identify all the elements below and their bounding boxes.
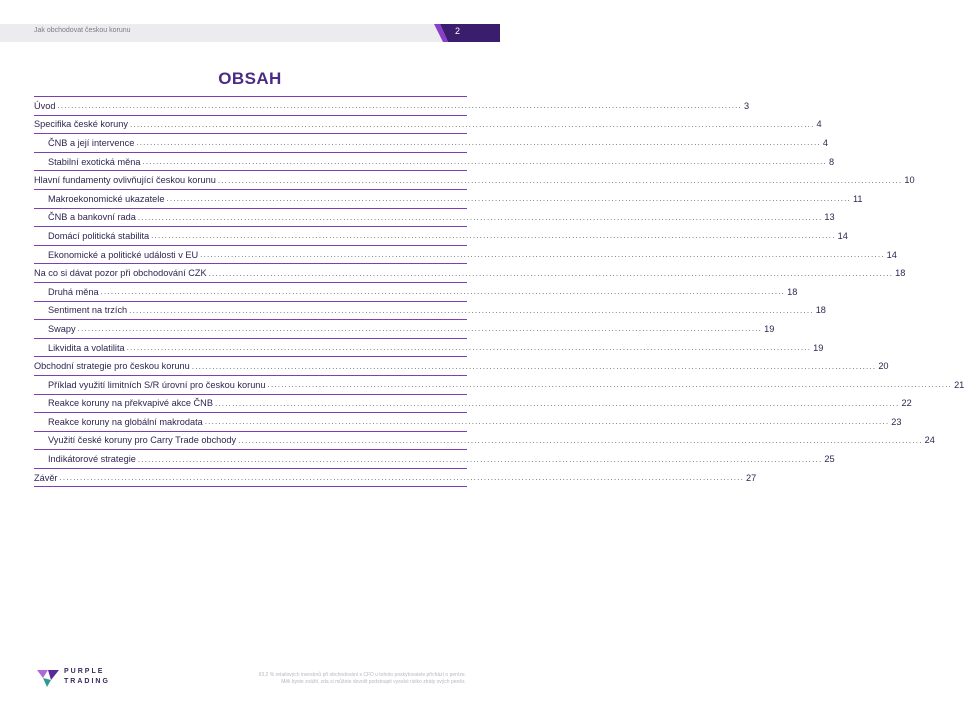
toc-entry[interactable] <box>34 376 964 395</box>
toc-entry-label: Reakce koruny na globální makrodata <box>48 416 203 427</box>
toc-leader-dots: ........................................................................................................................................................................................................ <box>136 138 821 148</box>
toc-leader-dots: ........................................................................................................................................................................................................ <box>214 398 900 408</box>
toc-entry[interactable] <box>34 283 798 302</box>
toc-entry[interactable] <box>34 97 750 116</box>
toc-entry-label: Na co si dávat pozor při obchodování CZK <box>34 268 207 279</box>
logo-text-purple: PURPLE <box>64 668 105 675</box>
toc-leader-dots: ........................................................................................................................................................................................................ <box>191 361 877 371</box>
toc-entry[interactable] <box>34 116 822 135</box>
toc-entry-label: Obchodní strategie pro českou korunu <box>34 361 190 372</box>
toc-entry-page: 4 <box>822 137 828 148</box>
toc-entry-label: ČNB a její intervence <box>48 137 135 148</box>
toc-entry-label: Reakce koruny na překvapivé akce ČNB <box>48 398 213 409</box>
toc-leader-dots: ........................................................................................................................................................................................................ <box>100 287 786 297</box>
toc-entry[interactable] <box>34 320 775 339</box>
toc-entry-page: 21 <box>954 379 964 390</box>
toc-leader-dots: ........................................................................................................................................................................................................ <box>204 417 890 427</box>
toc-entry-page: 19 <box>813 342 824 353</box>
toc-leader-dots: ........................................................................................................................................................................................................ <box>59 473 745 483</box>
toc-leader-dots: ........................................................................................................................................................................................................ <box>200 250 885 260</box>
toc-entry[interactable] <box>34 469 757 488</box>
toc-entry[interactable] <box>34 134 828 153</box>
toc-entry[interactable] <box>34 302 826 321</box>
toc-leader-dots: ........................................................................................................................................................................................................ <box>129 305 814 315</box>
toc-leader-dots: ........................................................................................................................................................................................................ <box>217 175 903 185</box>
toc-entry[interactable] <box>34 395 912 414</box>
toc-entry-page: 25 <box>824 454 835 465</box>
toc-entry-page: 27 <box>746 472 757 483</box>
toc-leader-dots: ........................................................................................................................................................................................................ <box>129 119 815 129</box>
toc-entry[interactable] <box>34 413 902 432</box>
toc-entry-label: Závěr <box>34 472 58 483</box>
toc-entry[interactable] <box>34 339 824 358</box>
toc-entry-page: 20 <box>878 361 889 372</box>
page-header <box>0 24 500 42</box>
toc-heading: OBSAH <box>218 69 282 88</box>
toc-leader-dots: ........................................................................................................................................................................................................ <box>238 435 923 445</box>
toc-entry-label: Swapy <box>48 323 76 334</box>
toc-entry[interactable] <box>34 209 835 228</box>
toc-entry-label: Stabilní exotická měna <box>48 156 141 167</box>
toc-entry-page: 19 <box>764 323 775 334</box>
toc-entry-page: 18 <box>815 305 826 316</box>
toc-leader-dots: ........................................................................................................................................................................................................ <box>151 231 836 241</box>
toc-entry[interactable] <box>34 450 835 469</box>
toc-entry[interactable] <box>34 432 935 451</box>
toc-leader-dots: ........................................................................................................................................................................................................ <box>77 324 763 334</box>
document-title: Jak obchodovat českou korunu <box>34 27 131 34</box>
toc-entry-label: Specifika české koruny <box>34 119 128 130</box>
toc-entry-label: Využití české koruny pro Carry Trade obchody <box>48 435 237 446</box>
page-number: 2 <box>454 26 460 36</box>
table-of-contents <box>34 96 964 487</box>
toc-entry-label: Makroekonomické ukazatele <box>48 193 165 204</box>
toc-entry[interactable] <box>34 246 897 265</box>
toc-entry-page: 18 <box>787 286 798 297</box>
page-number-tab <box>434 24 500 42</box>
toc-entry-page: 24 <box>924 435 935 446</box>
toc-entry[interactable] <box>34 153 835 172</box>
toc-leader-dots: ........................................................................................................................................................................................................ <box>208 268 894 278</box>
purple-trading-logo-icon <box>37 668 59 688</box>
toc-leader-dots: ........................................................................................................................................................................................................ <box>267 380 953 390</box>
toc-leader-dots: ........................................................................................................................................................................................................ <box>166 194 851 204</box>
toc-leader-dots: ........................................................................................................................................................................................................ <box>142 157 827 167</box>
toc-entry-page: 14 <box>886 249 897 260</box>
toc-entry-label: Indikátorové strategie <box>48 454 136 465</box>
toc-entry-label: Ekonomické a politické události v EU <box>48 249 199 260</box>
toc-leader-dots: ........................................................................................................................................................................................................ <box>57 101 742 111</box>
toc-leader-dots: ........................................................................................................................................................................................................ <box>137 454 823 464</box>
toc-entry[interactable] <box>34 171 915 190</box>
toc-entry-label: Likvidita a volatilita <box>48 342 125 353</box>
toc-entry[interactable] <box>34 264 906 283</box>
toc-entry-page: 10 <box>904 175 915 186</box>
toc-entry-label: Hlavní fundamenty ovlivňující českou korunu <box>34 175 216 186</box>
toc-entry[interactable] <box>34 227 848 246</box>
toc-entry-label: Domácí politická stabilita <box>48 230 150 241</box>
toc-entry-label: Sentiment na trzích <box>48 305 128 316</box>
toc-leader-dots: ........................................................................................................................................................................................................ <box>137 212 823 222</box>
toc-leader-dots: ........................................................................................................................................................................................................ <box>126 343 812 353</box>
toc-entry-page: 4 <box>816 119 822 130</box>
toc-entry-page: 3 <box>743 100 750 111</box>
toc-entry-label: Druhá měna <box>48 286 99 297</box>
disclaimer-line-2: Měli byste zvážit, zda si můžete dovolit podstoupit vysoké riziko ztráty svých peněz. <box>281 679 466 685</box>
toc-entry-label: Úvod <box>34 100 56 111</box>
toc-entry[interactable] <box>34 357 889 376</box>
toc-entry-label: Příklad využití limitních S/R úrovní pro českou korunu <box>48 379 266 390</box>
toc-entry[interactable] <box>34 190 863 209</box>
logo-text-trading: TRADING <box>64 678 110 685</box>
toc-entry-page: 13 <box>824 212 835 223</box>
toc-entry-page: 23 <box>891 416 902 427</box>
disclaimer-line-1: 63,2 % retailových investorů při obchodování s CFD u tohoto poskytovatele přichází o peníze. <box>258 672 466 678</box>
toc-entry-page: 11 <box>852 193 863 204</box>
page-tab-shape <box>434 24 500 42</box>
toc-entry-page: 22 <box>901 398 912 409</box>
company-logo <box>37 668 110 693</box>
risk-disclaimer <box>166 672 466 686</box>
toc-entry-page: 14 <box>837 230 848 241</box>
toc-entry-label: ČNB a bankovní rada <box>48 212 136 223</box>
toc-entry-page: 8 <box>828 156 835 167</box>
toc-entry-page: 18 <box>895 268 906 279</box>
